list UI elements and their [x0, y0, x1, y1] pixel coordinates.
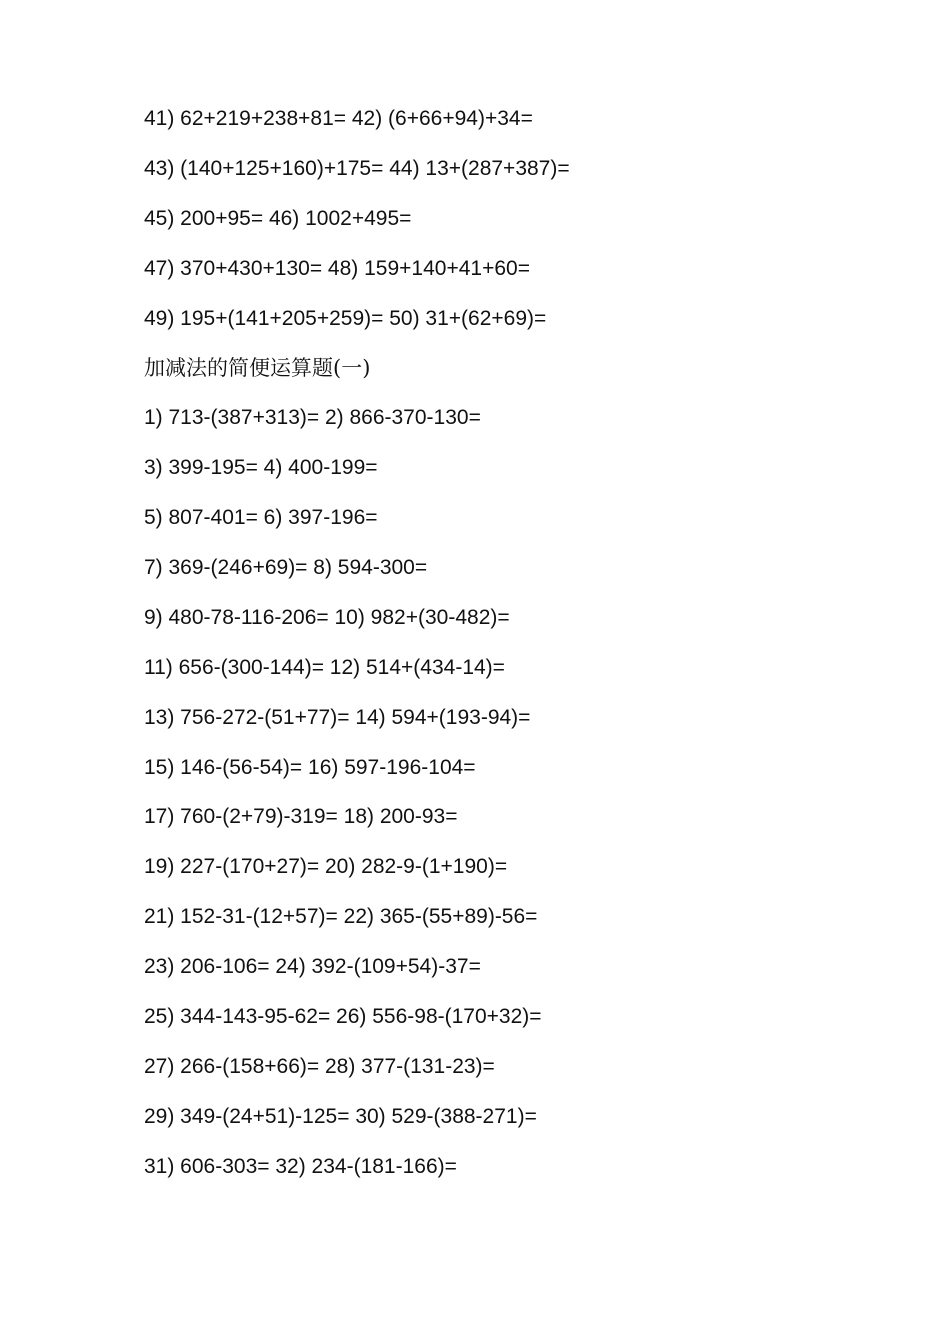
problem-line: 1) 713-(387+313)= 2) 866-370-130= — [144, 406, 481, 430]
problem-line: 17) 760-(2+79)-319= 18) 200-93= — [144, 805, 458, 829]
section-heading: 加减法的简便运算题(一) — [144, 356, 371, 381]
problem-line: 7) 369-(246+69)= 8) 594-300= — [144, 556, 428, 580]
problem-line: 43) (140+125+160)+175= 44) 13+(287+387)= — [144, 156, 570, 180]
problem-line: 25) 344-143-95-62= 26) 556-98-(170+32)= — [144, 1005, 542, 1029]
problem-line: 31) 606-303= 32) 234-(181-166)= — [144, 1154, 457, 1178]
problem-line: 49) 195+(141+205+259)= 50) 31+(62+69)= — [144, 306, 547, 330]
problem-line: 13) 756-272-(51+77)= 14) 594+(193-94)= — [144, 705, 531, 729]
problem-line: 9) 480-78-116-206= 10) 982+(30-482)= — [144, 605, 510, 629]
problem-line: 45) 200+95= 46) 1002+495= — [144, 206, 412, 230]
problem-line: 19) 227-(170+27)= 20) 282-9-(1+190)= — [144, 855, 508, 879]
problem-line: 23) 206-106= 24) 392-(109+54)-37= — [144, 955, 481, 979]
problem-line: 15) 146-(56-54)= 16) 597-196-104= — [144, 755, 476, 779]
problem-line: 41) 62+219+238+81= 42) (6+66+94)+34= — [144, 107, 533, 130]
problem-line: 5) 807-401= 6) 397-196= — [144, 506, 378, 530]
problem-line: 27) 266-(158+66)= 28) 377-(131-23)= — [144, 1054, 495, 1078]
problem-line: 29) 349-(24+51)-125= 30) 529-(388-271)= — [144, 1104, 537, 1128]
problem-line: 11) 656-(300-144)= 12) 514+(434-14)= — [144, 655, 505, 679]
document-content — [144, 100, 904, 1198]
problem-line: 3) 399-195= 4) 400-199= — [144, 456, 378, 480]
problem-line: 21) 152-31-(12+57)= 22) 365-(55+89)-56= — [144, 905, 538, 929]
problem-line: 47) 370+430+130= 48) 159+140+41+60= — [144, 256, 530, 280]
